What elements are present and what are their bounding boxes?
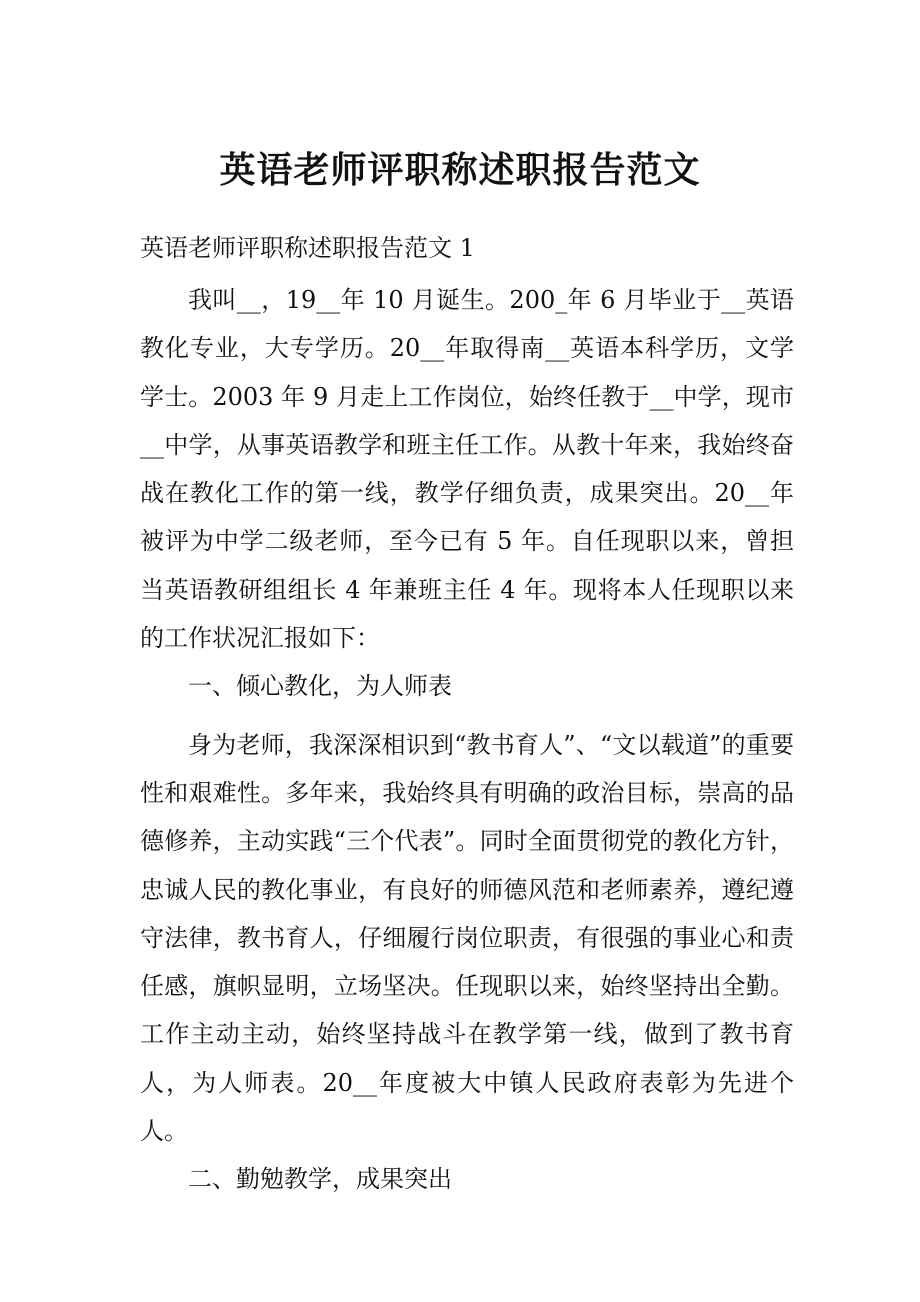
- document-body: [140, 276, 794, 1204]
- document-title: 英语老师评职称述职报告范文: [219, 149, 701, 191]
- section-heading-2: 二、勤勉教学，成果突出: [188, 1165, 452, 1194]
- document-subtitle: 英语老师评职称述职报告范文 1: [140, 234, 475, 262]
- paragraph-introduction: 我叫__，19__年 10 月诞生。200_年 6 月毕业于__英语教化专业，大专学历。20__年取得南__英语本科学历，文学学士。2003 年 9 月走上工作岗位，始终任教于__中学，现市__中学，从事英语教学和班主任工作。从教十年来，我始终奋战在教化工作的第一线，教学仔细负责，成果突出。20__年被评为中学二级老师，至今已有 5 年。自任现职以来，曾担当英语教研组组长 4 年兼班主任 4 年。现将本人任现职以来的工作状况汇报如下：: [140, 286, 794, 653]
- section-heading-1: 一、倾心教化，为人师表: [188, 672, 452, 701]
- paragraph-section-1: 身为老师，我深深相识到“教书育人”、“文以载道”的重要性和艰难性。多年来，我始终具有明确的政治目标，崇高的品德修养，主动实践“三个代表”。同时全面贯彻党的教化方针，忠诚人民的教化事业，有良好的师德风范和老师素养，遵纪遵守法律，教书育人，仔细履行岗位职责，有很强的事业心和责任感，旗帜显明，立场坚决。任现职以来，始终坚持出全勤。工作主动主动，始终坚持战斗在教学第一线，做到了教书育人，为人师表。20__年度被大中镇人民政府表彰为先进个人。: [140, 730, 794, 1146]
